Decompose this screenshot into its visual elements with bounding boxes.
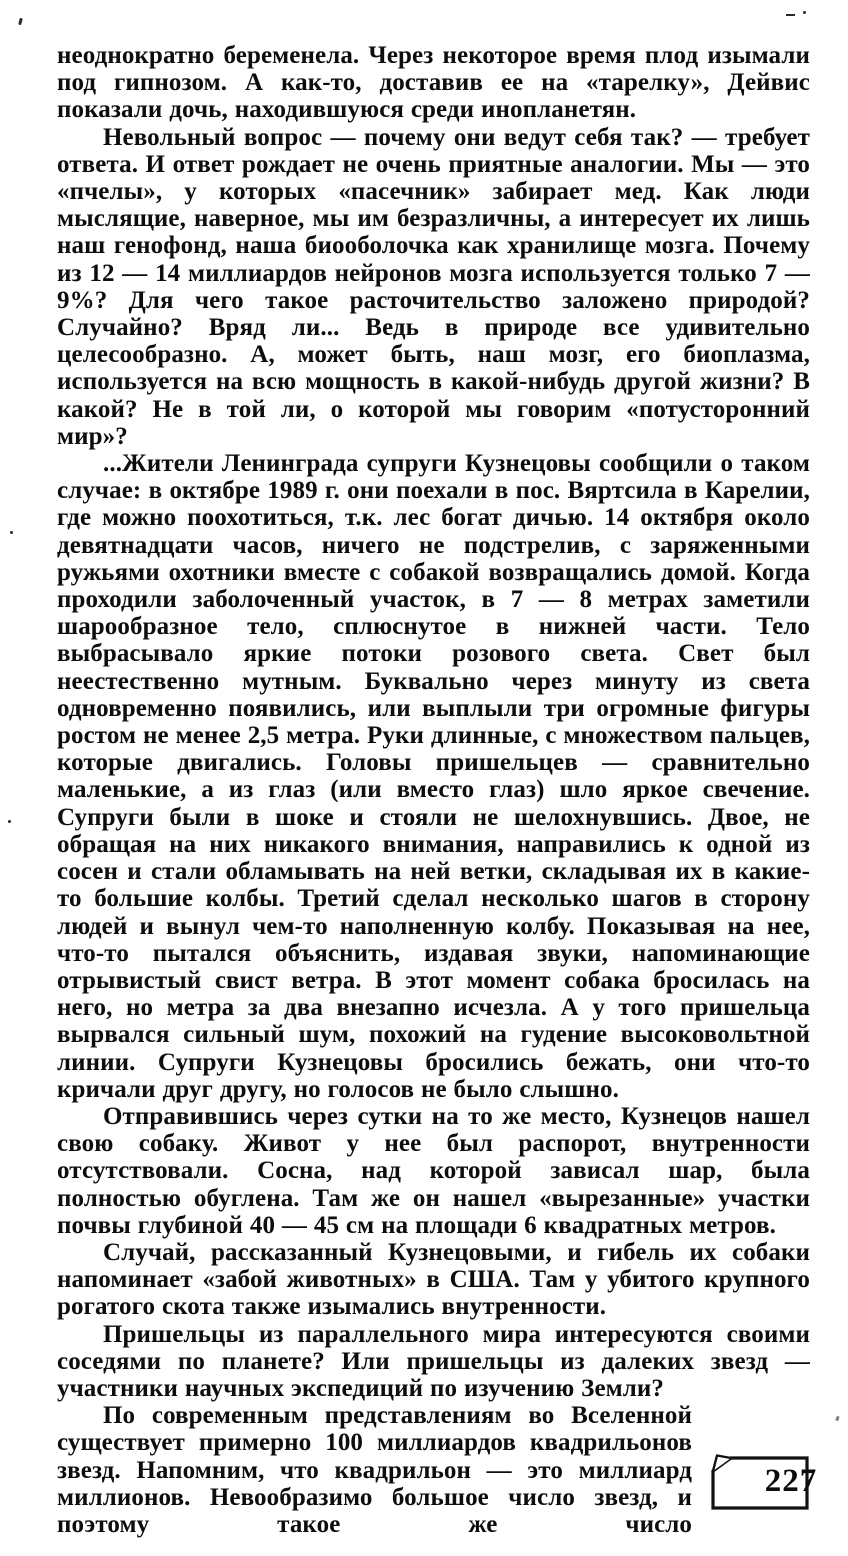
paragraph-5: Случай, рассказанный Кузнецовыми, и гибель их собаки напоминает «забой животных» в США. Там у убитого крупного рогатого скота также изымались внутренности. — [57, 1238, 810, 1321]
scan-speck — [786, 14, 795, 16]
scan-speck — [10, 531, 13, 534]
page-number-box — [702, 1454, 818, 1512]
paragraph-4: Отправившись через сутки на то же место, Кузнецов нашел свою собаку. Живот у нее был распорот, внутренности отсутствовали. Сосна, над которой зависал шар, была полностью обуглена. Там же он нашел «вырезанные» участки почвы глубиной 40 — 45 см на площади 6 квадратных метров. — [57, 1102, 810, 1239]
paragraph-1: неоднократно беременела. Через некоторое время плод изымали под гипнозом. А как-то, доставив ее на «тарелку», Дейвис показали дочь, находившуюся среди инопланетян. — [57, 42, 810, 124]
scan-speck — [18, 18, 23, 26]
scan-speck — [8, 820, 11, 823]
paragraph-2: Невольный вопрос — почему они ведут себя так? — требует ответа. И ответ рождает не очень приятные аналогии. Мы — это «пчелы», у которых «пасечник» забирает мед. Как люди мыслящие, наверное, мы им безразличны, а интересует их лишь наш генофонд, наша биооболочка как хранилище мозга. Почему из 12 — 14 миллиардов нейронов мозга используется только 7 — 9%? Для чего такое расточительство заложено природой? Случайно? Вряд ли... Ведь в природе все удивительно целесообразно. А, может быть, наш мозг, его биоплазма, используется на всю мощность в какой-нибудь другой жизни? В какой? Не в той ли, о которой мы говорим «потусторонний мир»? — [57, 123, 810, 450]
paragraph-7 — [57, 1402, 818, 1538]
paragraph-3: ...Жители Ленинграда супруги Кузнецовы сообщили о таком случае: в октябре 1989 г. они поехали в пос. Вяртсила в Карелии, где можно поохотиться, т.к. лес богат дичью. 14 октября около девятнадцати часов, ничего не подстрелив, с заряженными ружьями охотники вместе с собакой возвращались домой. Когда проходили заболоченный участок, в 7 — 8 метрах заметили шарообразное тело, сплюснутое в нижней части. Тело выбрасывало яркие потоки розового света. Свет был неестественно мутным. Буквально через минуту из света одновременно появились, или выплыли три огромные фигуры ростом не менее 2,5 метра. Руки длинные, с множеством пальцев, которые двигались. Головы пришельцев — сравнительно маленькие, а из глаз (или вместо глаз) шло яркое свечение. Супруги были в шоке и стояли не шелохнувшись. Двое, не обращая на них никакого внимания, направились к одной из сосен и стали обламывать на ней ветки, складывая их в какие-то большие колбы. Третий сделал несколько шагов в сторону людей и вынул чем-то наполненную колбу. Показывая на нее, что-то пытался объяснить, издавая звуки, напоминающие отрывистый свист ветра. В этот момент собака бросилась на него, но метра за два внезапно исчезла. А у того пришельца вырвался сильный шум, похожий на гудение высоковольтной линии. Супруги Кузнецовы бросились бежать, они что-то кричали друг другу, но голосов не было слышно. — [57, 450, 810, 1103]
scan-speck — [803, 11, 806, 14]
scan-speck — [835, 1416, 840, 1422]
paragraph-7-text: По современным представлениям во Вселенной существует примерно 100 миллиардов квадрильонов звезд. Напомним, что квадрильон — это миллиард миллионов. Невообразимо большое число звезд, и поэтому такое же число — [57, 1402, 692, 1538]
page-text-block — [57, 42, 818, 1538]
page-number: 227 — [764, 1462, 818, 1499]
paragraph-6: Пришельцы из параллельного мира интересуются своими соседями по планете? Или пришельцы из далеких звезд — участники научных экспедиций по изучению Земли? — [57, 1320, 810, 1402]
